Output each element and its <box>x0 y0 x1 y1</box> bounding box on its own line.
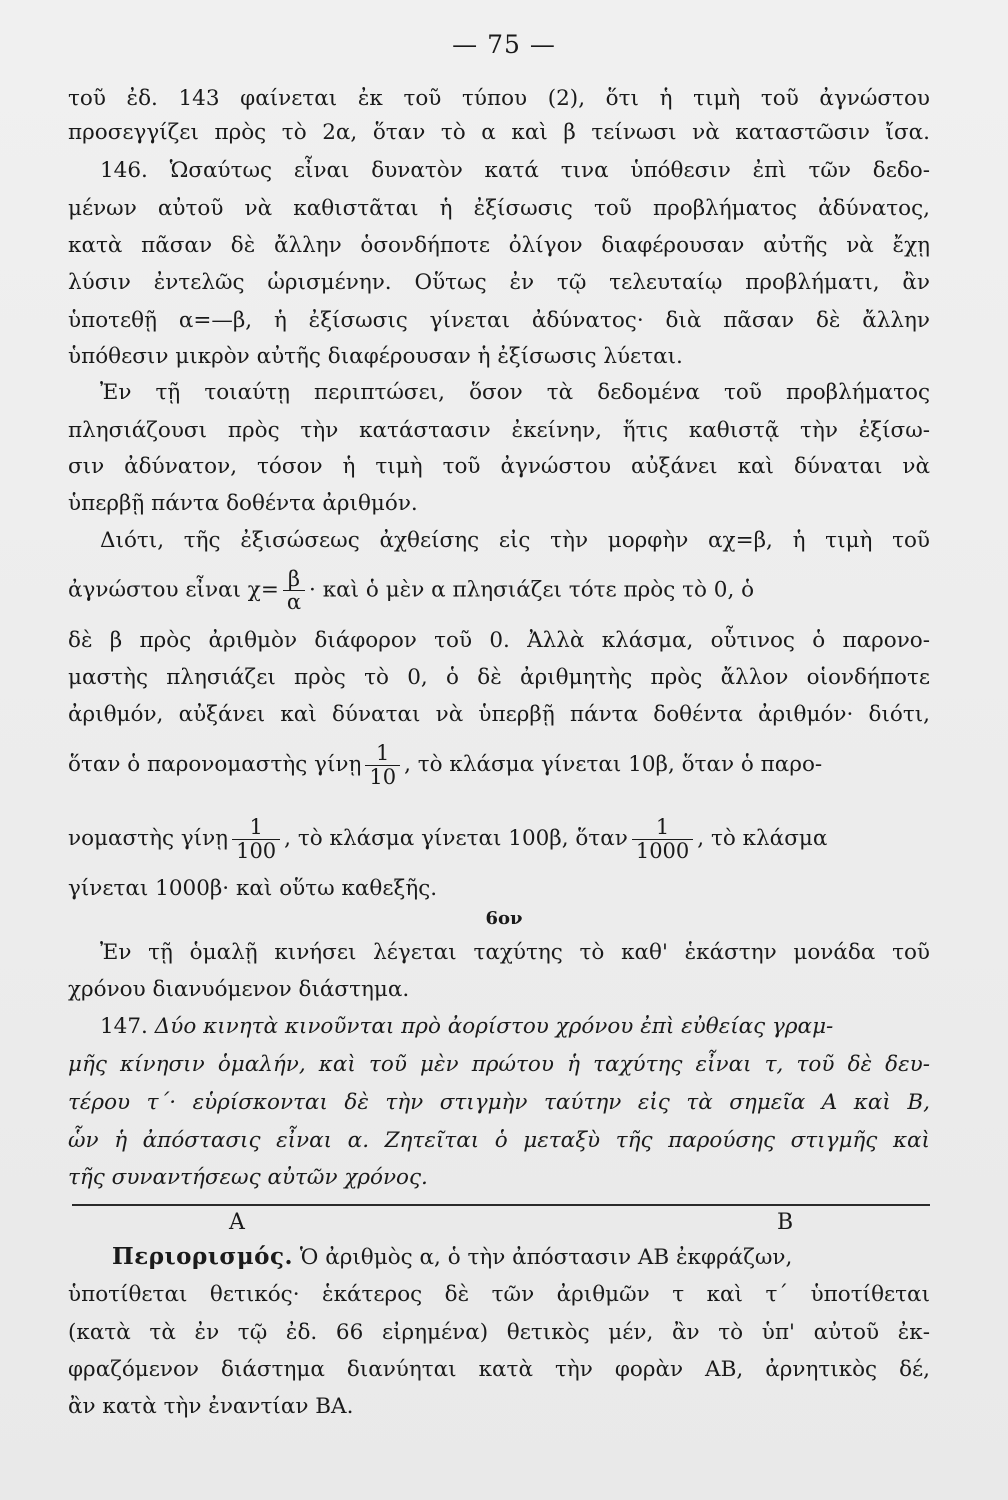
paragraph-start: Διότι, τῆς ἐξισώσεως ἀχθείσης εἰς τὴν μορφὴν αχ=β, ἡ τιμὴ τοῦ <box>100 528 930 553</box>
text-line: ὑποτεθῇ α=—β, ἡ ἐξίσωσις γίνεται ἀδύνατος· διὰ πᾶσαν δὲ ἄλλην <box>68 308 930 333</box>
fraction-denominator: 1000 <box>632 839 693 862</box>
text-segment: Ὁ ἀριθμὸς α, ὁ τὴν ἀπόστασιν ΑΒ ἐκφράζων, <box>293 1245 793 1270</box>
restriction-heading: Περιορισμός. <box>112 1243 294 1270</box>
problem-text-line: τέρου τ΄· εὑρίσκονται δὲ τὴν στιγμὴν ταύτην εἰς τὰ σημεῖα Α καὶ Β, <box>68 1090 930 1115</box>
text-segment: ἀγνώστου εἶναι χ= <box>68 577 279 603</box>
fraction-numerator: 1 <box>655 815 670 840</box>
fraction-one-tenth <box>365 742 400 787</box>
formula-line <box>68 568 930 613</box>
text-line: τοῦ ἐδ. 143 φαίνεται ἐκ τοῦ τύπου (2), ὅτι ἡ τιμὴ τοῦ ἀγνώστου <box>68 86 930 111</box>
fraction-numerator: β <box>287 567 301 591</box>
text-line: μαστὴς πλησιάζει πρὸς τὸ 0, ὁ δὲ ἀριθμητὴς πρὸς ἄλλον οἱονδήποτε <box>68 665 930 690</box>
fraction-one-hundredth <box>232 816 280 861</box>
text-line: ἀριθμόν, αὐξάνει καὶ δύναται νὰ ὑπερβῇ πάντα δοθέντα ἀριθμόν· διότι, <box>68 702 930 727</box>
text-line: ὑπερβῇ πάντα δοθέντα ἀριθμόν. <box>68 491 418 516</box>
problem-text-line: τῆς συναντήσεως αὐτῶν χρόνος. <box>68 1165 428 1190</box>
text-line: (κατὰ τὰ ἐν τῷ ἐδ. 66 εἰρημένα) θετικὸς μέν, ἂν τὸ ὑπ' αὐτοῦ ἐκ- <box>68 1320 930 1345</box>
text-line: ὑποτίθεται θετικός· ἑκάτερος δὲ τῶν ἀριθμῶν τ καὶ τ΄ ὑποτίθεται <box>68 1282 930 1307</box>
text-line: ἂν κατὰ τὴν ἐναντίαν ΒΑ. <box>68 1394 354 1419</box>
fraction-numerator: 1 <box>249 815 263 840</box>
fraction-denominator: 10 <box>365 765 400 788</box>
text-line: χρόνου διανυόμενον διάστημα. <box>68 977 410 1002</box>
text-segment: ὅταν ὁ παρονομαστὴς γίνῃ <box>68 752 362 777</box>
fraction-numerator: 1 <box>376 741 390 766</box>
text-line: ὑπόθεσιν μικρὸν αὐτῆς διαφέρουσαν ἡ ἐξίσωσις λύεται. <box>68 344 683 369</box>
text-line: δὲ β πρὸς ἀριθμὸν διάφορον τοῦ 0. Ἀλλὰ κλάσμα, οὗτινος ὁ παρονο- <box>68 628 930 653</box>
fraction-denominator: 100 <box>232 839 280 862</box>
page-number: — 75 — <box>452 30 556 59</box>
text-line: κατὰ πᾶσαν δὲ ἄλλην ὁσονδήποτε ὀλίγον διαφέρουσαν αὐτῆς νὰ ἔχῃ <box>68 233 930 258</box>
problem-text-line: ὧν ἡ ἀπόστασις εἶναι α. Ζητεῖται ὁ μεταξὺ τῆς παρούσης στιγμῆς καὶ <box>68 1128 930 1153</box>
problem-147-line <box>68 1012 930 1042</box>
formula-line <box>68 740 930 790</box>
problem-text: Δύο κινητὰ κινοῦνται πρὸ ἀορίστου χρόνου ἐπὶ εὐθείας γραμ- <box>154 1014 834 1039</box>
problem-number: 147. <box>100 1014 148 1039</box>
restriction-line <box>112 1242 930 1273</box>
text-line: γίνεται 1000β· καὶ οὕτω καθεξῆς. <box>68 876 438 901</box>
section-heading: 6ον <box>485 908 523 929</box>
text-line: προσεγγίζει πρὸς τὸ 2α, ὅταν τὸ α καὶ β τείνωσι νὰ καταστῶσιν ἴσα. <box>68 120 930 145</box>
text-segment: · καὶ ὁ μὲν α πλησιάζει τότε πρὸς τὸ 0, ὁ <box>309 577 755 603</box>
text-line: πλησιάζουσι πρὸς τὴν κατάστασιν ἐκείνην, ἥτις καθιστᾷ τὴν ἐξίσω- <box>68 418 930 443</box>
text-line: λύσιν ἐντελῶς ὡρισμένην. Οὕτως ἐν τῷ τελευταίῳ προβλήματι, ἂν <box>68 270 930 295</box>
text-segment: νομαστὴς γίνῃ <box>68 826 229 851</box>
segment-ab-line <box>72 1204 930 1206</box>
fraction-b-over-a <box>283 568 305 613</box>
paragraph-start: Ἐν τῇ τοιαύτῃ περιπτώσει, ὅσον τὰ δεδομένα τοῦ προβλήματος <box>100 380 930 405</box>
point-a-label: Α <box>229 1210 245 1235</box>
text-segment: , τὸ κλάσμα γίνεται 100β, ὅταν <box>284 826 628 851</box>
formula-line <box>68 814 930 864</box>
definition-line: Ἐν τῇ ὁμαλῇ κινήσει λέγεται ταχύτης τὸ καθ' ἑκάστην μονάδα τοῦ <box>100 940 930 965</box>
paragraph-146-start: 146. Ὡσαύτως εἶναι δυνατὸν κατά τινα ὑπόθεσιν ἐπὶ τῶν δεδο- <box>100 158 930 183</box>
text-line: φραζόμενον διάστημα διανύηται κατὰ τὴν φορὰν ΑΒ, ἀρνητικὸς δέ, <box>68 1357 930 1382</box>
text-line: μένων αὐτοῦ νὰ καθιστᾶται ἡ ἐξίσωσις τοῦ προβλήματος ἀδύνατος, <box>68 196 930 221</box>
point-b-label: Β <box>777 1210 794 1235</box>
fraction-denominator: α <box>283 590 305 613</box>
problem-text-line: μῆς κίνησιν ὁμαλήν, καὶ τοῦ μὲν πρώτου ἡ ταχύτης εἶναι τ, τοῦ δὲ δευ- <box>68 1052 930 1077</box>
text-line: σιν ἀδύνατον, τόσον ἡ τιμὴ τοῦ ἀγνώστου αὐξάνει καὶ δύναται νὰ <box>68 454 930 479</box>
text-segment: , τὸ κλάσμα γίνεται 10β, ὅταν ὁ παρο- <box>404 752 823 777</box>
fraction-one-thousandth <box>632 816 693 861</box>
text-segment: , τὸ κλάσμα <box>697 826 828 851</box>
